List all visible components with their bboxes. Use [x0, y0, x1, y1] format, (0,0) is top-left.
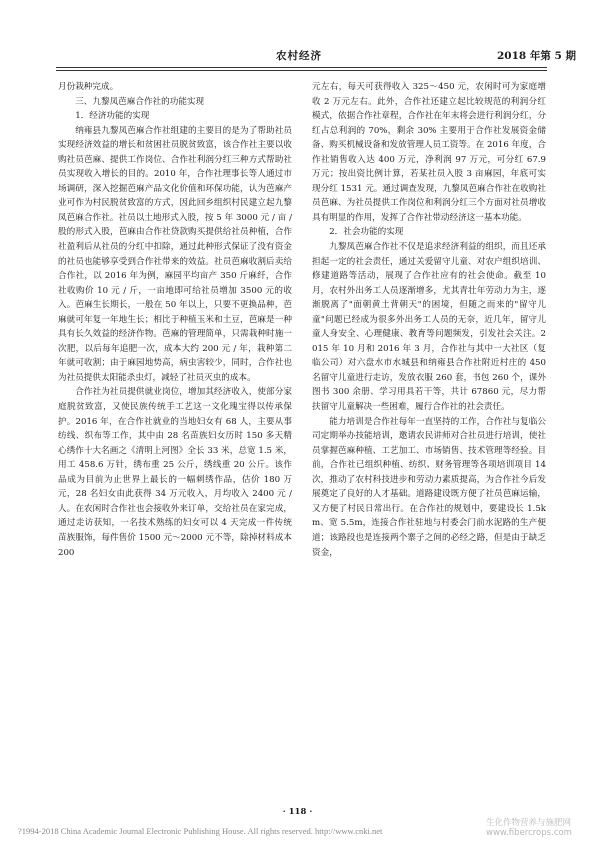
header-rule: [56, 67, 547, 68]
header-rule-thin: [56, 70, 547, 71]
copyright-footer: ?1994-2018 China Academic Journal Electronic Publishing House. All rights reserved. http://www.cnki.net: [18, 826, 383, 836]
subsection-heading: 1．经济功能的实现: [75, 111, 150, 122]
subsection-heading: 2．社会功能的实现: [329, 227, 404, 238]
issue-label: 2018 年第 5 期: [497, 50, 576, 62]
paragraph: 月份栽种完成。: [58, 82, 119, 92]
paragraph: 纳雍县九黎凤芭麻合作社组建的主要目的是为了帮助社员实现经济效益的增长和贫困社员脱贫致富，该合作社主要以收购社员芭麻、提供工作岗位、合作社利润分红三种方式帮助社员实现收入增长的目的。2010 年，合作社理事长等人通过市场调研，深入挖掘芭麻产品文化价值和环保功能，认为芭麻产业可作为村民脱贫致富的方式，因此回乡组织村民建立起九黎凤芭麻合作社。社员以土地形式入股，按 5 年 3000 元 / 亩 / 股的形式入股，芭麻由合作社贷款购买提供给社员种植，合作社盈利后从社员的分红中扣除，通过此种形式保证了没有资金的社员也能够享受到合作社带来的效益。社员芭麻收割后卖给合作社，以 2016 年为例，麻园平均亩产 350 斤麻纤，合作社收购价 10 元 / 斤，一亩地即可给社员增加 3500 元的收入。芭麻生长期长，一般在 50 年以上，只要不更换品种，芭麻就可年复一年地生长；相比于种植玉米和土豆，芭麻是一种具有长久效益的经济作物。芭麻的管理简单，只需栽种时施一次肥，以后每年追肥一次，成本大约 200 元 / 年，栽种第二年就可收割；由于麻园地势高，病虫害较少，同时，合作社也为社员提供太阳能杀虫灯，减轻了社员灭虫的成本。: [58, 125, 292, 383]
left-column: [58, 80, 292, 560]
page-number: · 118 ·: [282, 807, 313, 817]
paragraph: 能力培训是合作社每年一直坚持的工作，合作社与复临公司定期举办技能培训，邀请农民讲师对合社员进行培训，使社员掌握芭麻种植、工艺加工、市场销售、技术管理等经验。目前，合作社已组织种植、纺织、财务管理等各项培训项目 14 次，推动了农村科技进步和劳动力素质提高，为合作社今后发展奠定了良好的人才基础。道路建设既方便了社员芭麻运输，又方便了村民日常出行。在合作社的规划中，要建设长 1.5km、宽 5.5m，连接合作社驻地与村委会门前水泥路的生产便道；该路段也是连接两个寨子之间的必经之路，但是由于缺乏资金，: [312, 416, 546, 558]
paragraph: 九黎凤芭麻合作社不仅是追求经济利益的组织，而且还承担起一定的社会责任，通过关爱留守儿童、对农户组织培训、修建道路等活动，展现了合作社应有的社会使命。截至 10 月，农村外出务工人员逐渐增多，尤其青壮年劳动力为主，逐渐脱离了"面朝黄土背朝天"的困境，但随之而来的"留守儿童"问题已经成为很多外出务工人员的无奈，近几年，留守儿童人身安全、心理健康、教育等问题频发，引发社会关注。2015 年 10 月和 2016 年 3 月，合作社与其中一大社区（复临公司）对六盘水市水城县和纳雍县合作社附近村庄的 450 名留守儿童进行走访，发放衣服 260 套，书包 260 个，课外图书 300 余册、学习用具若干等，共计 67860 元，尽力帮扶留守儿童解决一些困难，履行合作社的社会责任。: [312, 242, 546, 413]
paragraph: 元左右，每天可获得收入 325～450 元，农闲时可为家庭增收 2 万元左右。此外，合作社还建立起比较规范的利润分红模式，依据合作社章程，合作社在年末将会进行利润分红，分红占总利润的 70%，剩余 30% 主要用于合作社发展资金储备、购买机械设备和发放管理人员工资等。在 2016 年度，合作社销售收入达 400 万元，净利润 97 万元，可分红 67.9 万元；按出资比例计算，若某社员入股 3 亩麻园，年底可实现分红 1531 元。通过调查发现，九黎凤芭麻合作社在收购社员芭麻、为社员提供工作岗位和利润分红三个方面对社员增收具有明显的作用，发挥了合作社带动经济这一基本功能。: [312, 82, 546, 223]
site-watermark: 生化作物营养与施肥网 www.fibercrops.com: [486, 818, 572, 838]
paragraph: 合作社为社员提供就业岗位，增加其经济收入，使部分家庭脱贫致富，又使民族传统手工艺这一文化瑰宝得以传承保护。2016 年，在合作社就业的当地妇女有 68 人，主要从事纺线、织布等工作，其中由 28 名苗族妇女历时 150 多天精心绣作十大名画之《清明上河图》全长 33 米，总宽 1.5 米，用工 458.6 万针，绣布重 25 公斤，绣线重 20 公斤。该作品成为目前为止世界上最长的一幅刺绣作品，估价 180 万元，28 名妇女由此获得 34 万元收入，月均收入 2400 元 / 人。在农闲时合作社也会接收外来订单，交给社员在家完成，通过走访获知，一名技术熟练的妇女可以 4 天完成一件传统苗族服饰，每件售价 1500 元～2000 元不等，除掉材料成本 200: [58, 387, 292, 558]
journal-title: 农村经济: [276, 50, 322, 62]
right-column: [312, 80, 546, 560]
section-heading: 三、九黎凤芭麻合作社的功能实现: [75, 96, 205, 107]
